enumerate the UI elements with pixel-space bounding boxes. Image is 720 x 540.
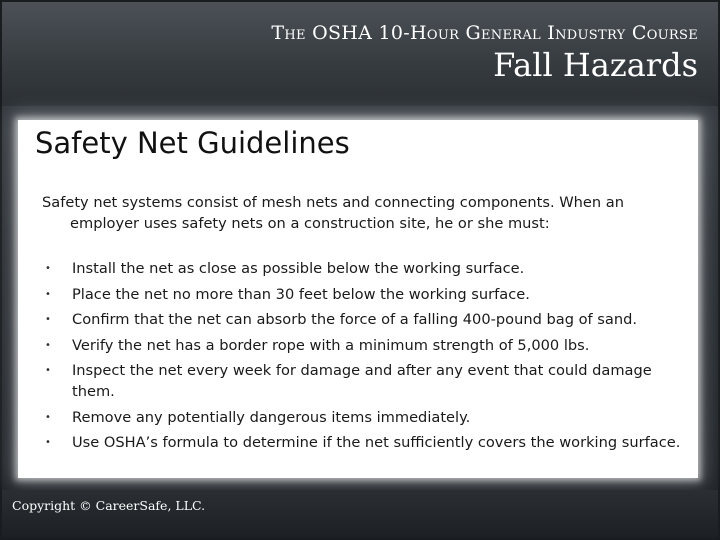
copyright-text: Copyright © CareerSafe, LLC.	[12, 498, 206, 513]
bullet-text: Use OSHA’s formula to determine if the net sufficiently covers the working surface.	[72, 434, 681, 451]
bullet-icon: •	[45, 263, 51, 274]
list-item	[42, 432, 682, 453]
bullet-text: Inspect the net every week for damage and after any event that could damage them.	[72, 362, 652, 400]
bullet-text: Place the net no more than 30 feet below the working surface.	[72, 285, 530, 303]
list-item	[42, 284, 682, 305]
bullet-text: Install the net as close as possible below the working surface.	[72, 260, 525, 277]
bullet-text: Confirm that the net can absorb the force of a falling 400-pound bag of sand.	[72, 311, 637, 328]
header-banner	[2, 2, 718, 106]
list-item	[42, 335, 682, 356]
footer-bar	[2, 490, 718, 538]
bullet-icon: •	[45, 365, 51, 376]
module-title: Fall Hazards	[493, 46, 698, 84]
bullet-icon: •	[45, 288, 51, 300]
list-item	[42, 309, 682, 330]
bullet-icon: •	[45, 437, 51, 448]
course-title: The OSHA 10-Hour General Industry Course	[271, 22, 698, 44]
slide-title: Safety Net Guidelines	[35, 126, 350, 160]
bullet-text: Verify the net has a border rope with a minimum strength of 5,000 lbs.	[72, 336, 590, 354]
list-item	[42, 360, 682, 402]
bullet-icon: •	[45, 411, 51, 423]
bullet-text: Remove any potentially dangerous items immediately.	[72, 408, 471, 426]
bullet-icon: •	[45, 314, 51, 325]
bullet-icon: •	[45, 339, 51, 351]
list-item	[42, 258, 682, 279]
intro-paragraph: Safety net systems consist of mesh nets and connecting components. When an employer uses safety nets on a construction site, he or she must:	[42, 194, 624, 232]
content-panel	[18, 120, 698, 478]
bullet-list	[42, 258, 682, 458]
list-item	[42, 407, 682, 428]
